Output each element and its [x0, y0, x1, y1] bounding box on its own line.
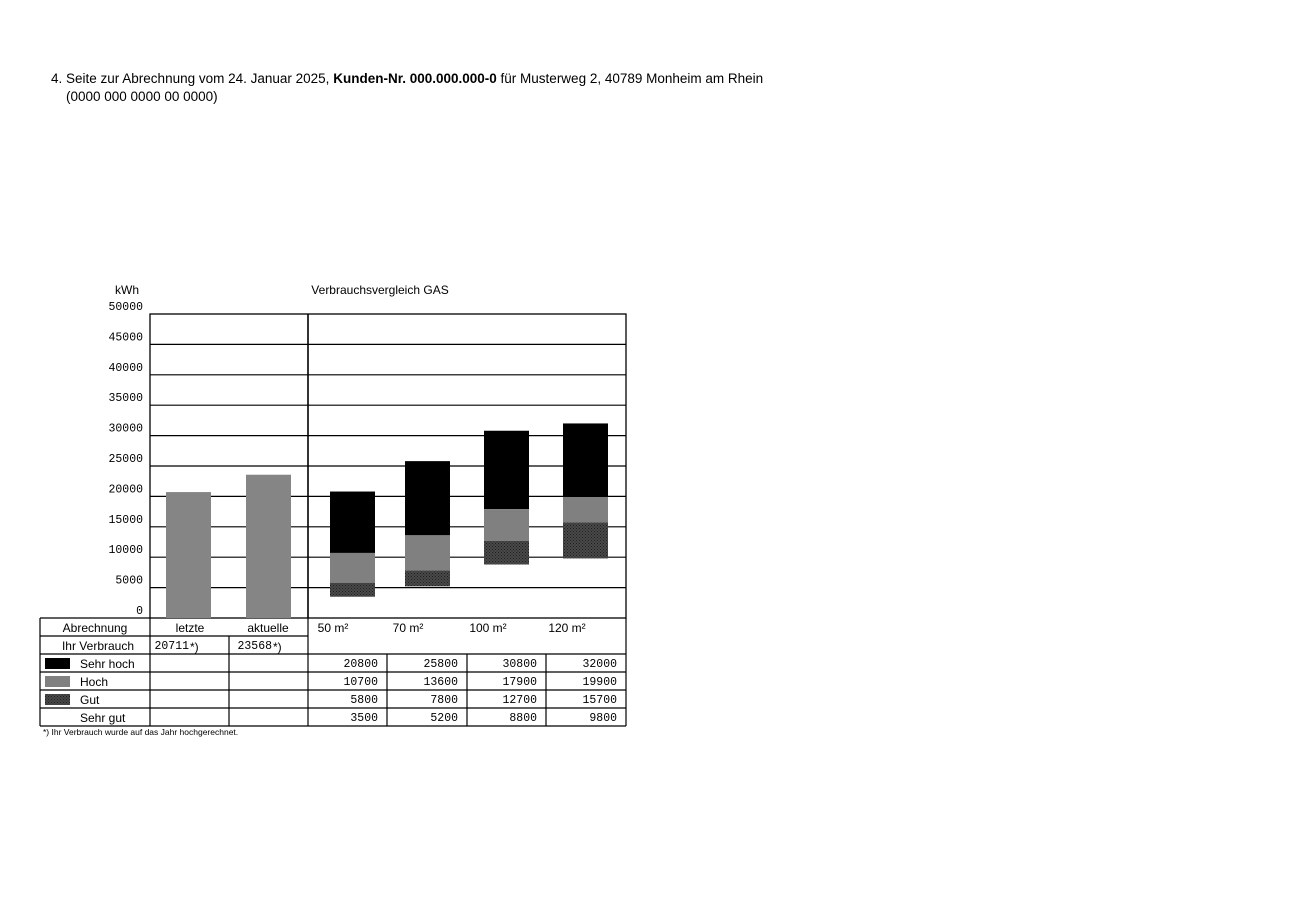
series-label: Gut	[80, 693, 100, 707]
y-tick-label: 5000	[115, 574, 143, 588]
y-tick-label: 25000	[108, 453, 143, 466]
header-suffix: für Musterweg 2, 40789 Monheim am Rhein	[500, 71, 764, 86]
chart-title: Verbrauchsvergleich GAS	[311, 283, 449, 297]
category-label: 120 m²	[548, 621, 586, 635]
bar-sehr-hoch	[405, 461, 450, 535]
y-tick-label: 50000	[108, 301, 143, 314]
table-value: 32000	[582, 658, 617, 671]
category-label: 100 m²	[469, 621, 507, 635]
y-tick-label: 15000	[108, 513, 143, 527]
bar-sehr-hoch	[330, 492, 375, 553]
bar-gut	[330, 583, 375, 597]
bar-hoch	[484, 509, 529, 541]
header-prefix: 4. Seite zur Abrechnung vom 24. Januar 2025,	[51, 71, 330, 86]
legend-swatch	[45, 694, 70, 705]
table-value: 13600	[423, 676, 458, 689]
header-line-2: (0000 000 0000 00 0000)	[66, 89, 218, 104]
consumption-bar	[166, 492, 211, 618]
table-value: 20800	[343, 658, 378, 671]
legend-swatch	[45, 676, 70, 687]
bar-gut	[405, 571, 450, 587]
table-value: 3500	[350, 712, 378, 725]
table-value: 7800	[430, 694, 458, 707]
bar-hoch	[330, 553, 375, 583]
table-value: 8800	[509, 712, 537, 725]
table-header-label: Abrechnung	[62, 621, 128, 635]
table-value: 9800	[589, 712, 617, 725]
table-value: 25800	[423, 658, 458, 671]
table-value: 30800	[502, 658, 537, 671]
footnote: *) Ihr Verbrauch wurde auf das Jahr hochgerechnet.	[43, 727, 239, 737]
y-tick-label: 0	[136, 605, 143, 618]
y-tick-label: 30000	[108, 422, 143, 436]
series-label: Hoch	[80, 675, 109, 689]
legend-swatch	[45, 658, 70, 669]
consumption-marker: *)	[190, 640, 199, 654]
consumption-marker: *)	[273, 640, 282, 654]
customer-number: Kunden-Nr. 000.000.000-0	[333, 71, 497, 86]
bar-sehr-hoch	[484, 431, 529, 509]
bar-gut	[484, 541, 529, 565]
table-value: 17900	[502, 676, 537, 689]
bar-hoch	[405, 535, 450, 570]
table-value: 15700	[582, 694, 617, 707]
y-axis-label: kWh	[115, 283, 139, 297]
category-label: aktuelle	[247, 621, 289, 635]
table-value: 19900	[582, 676, 617, 689]
table-value: 12700	[502, 694, 537, 707]
table-value: 5800	[350, 694, 378, 707]
series-label: Sehr gut	[80, 711, 126, 725]
y-tick-label: 40000	[108, 361, 143, 375]
consumption-value: 20711	[154, 640, 189, 653]
bar-gut	[563, 523, 608, 559]
table-value: 10700	[343, 676, 378, 689]
series-label: Sehr hoch	[80, 657, 135, 671]
consumption-bar	[246, 475, 291, 618]
consumption-value: 23568	[237, 640, 272, 653]
consumption-row-label: Ihr Verbrauch	[61, 639, 135, 653]
category-label: letzte	[175, 621, 205, 635]
table-value: 5200	[430, 712, 458, 725]
category-label: 50 m²	[317, 621, 349, 635]
bar-hoch	[563, 497, 608, 523]
y-tick-label: 45000	[108, 331, 143, 345]
y-tick-label: 10000	[108, 544, 143, 558]
y-tick-label: 20000	[108, 483, 143, 497]
category-label: 70 m²	[392, 621, 424, 635]
bar-sehr-hoch	[563, 423, 608, 497]
y-tick-label: 35000	[108, 392, 143, 406]
